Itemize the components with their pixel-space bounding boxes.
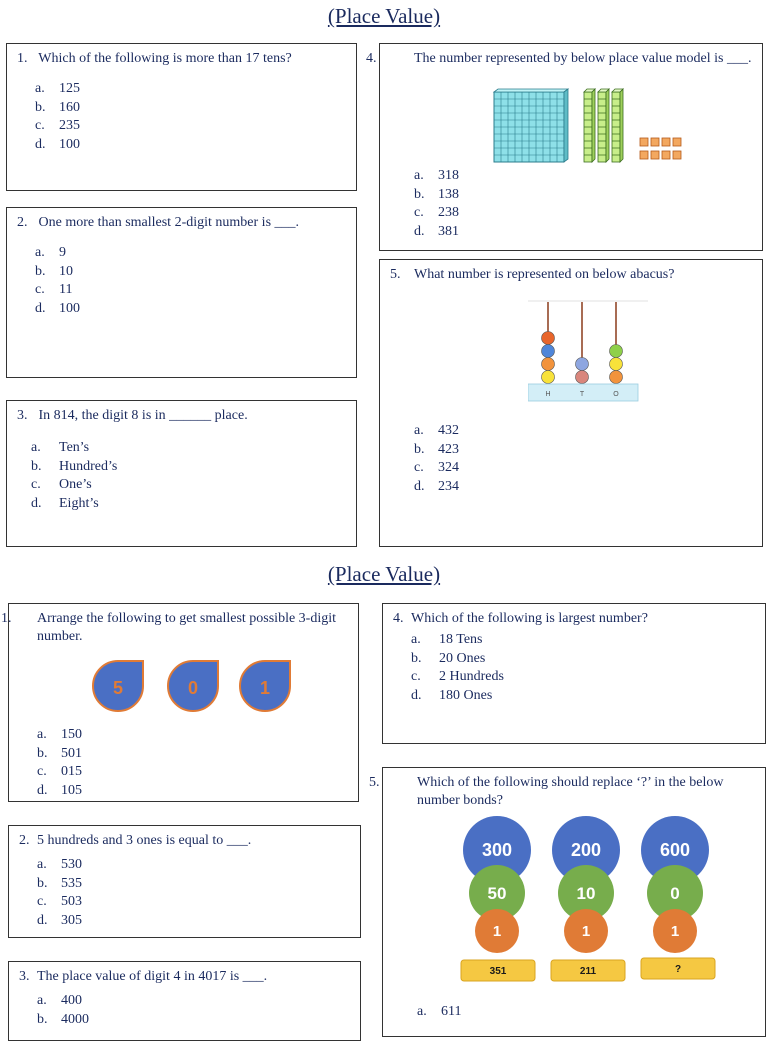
svg-text:0: 0: [670, 884, 680, 903]
question-box-1: [1, 603, 359, 802]
bead: [542, 371, 555, 384]
bead: [576, 358, 589, 371]
question-box-4: [382, 603, 766, 744]
question-number: 4.: [366, 51, 377, 66]
question-box-5: [369, 767, 766, 1037]
option-b[interactable]: b. 4000: [37, 1011, 89, 1027]
svg-text:0: 0: [187, 678, 199, 698]
question-number: 3.: [17, 408, 28, 423]
option-c[interactable]: c. 11: [35, 282, 73, 297]
digit-cards: [91, 659, 321, 719]
bead: [610, 358, 623, 371]
question-text: Which of the following is largest number?: [411, 611, 648, 626]
svg-text:50: 50: [487, 884, 507, 903]
options-list: [37, 992, 350, 1029]
svg-text:1: 1: [670, 923, 680, 940]
svg-text:200: 200: [570, 840, 602, 860]
options-list: [31, 439, 346, 513]
question-text: One more than smallest 2-digit number is ___.: [38, 215, 300, 230]
options-list: [37, 726, 82, 800]
option-a[interactable]: a. 9: [35, 245, 66, 260]
bead: [542, 358, 555, 371]
option-a[interactable]: a. 18 Tens: [411, 632, 483, 647]
hundreds-block: [494, 89, 568, 162]
question-number: 2.: [19, 833, 30, 848]
svg-text:?: ?: [674, 964, 682, 975]
option-c[interactable]: c. 235: [35, 118, 80, 133]
abacus-label-t: T: [579, 391, 585, 398]
option-a[interactable]: a. 125: [35, 81, 80, 96]
options-list: [414, 167, 459, 241]
option-d[interactable]: d. 100: [35, 300, 80, 316]
svg-text:351: 351: [489, 966, 507, 977]
question-box-4: [366, 43, 763, 251]
option-c[interactable]: c. 2 Hundreds: [411, 669, 504, 684]
tens-rods: [584, 89, 623, 162]
options-list: [37, 856, 350, 930]
ones-cubes: [640, 138, 681, 159]
question-number: 5.: [369, 775, 380, 790]
options-list: [414, 422, 459, 496]
number-bonds: [459, 814, 739, 984]
abacus: [528, 300, 648, 406]
option-a[interactable]: a. 611: [417, 1004, 462, 1019]
option-d[interactable]: d. 105: [37, 782, 82, 798]
number-bond-3: [641, 816, 715, 979]
place-value-model: [490, 88, 730, 168]
option-b[interactable]: b. 423: [414, 441, 459, 457]
option-c[interactable]: c. 238: [414, 205, 459, 220]
svg-text:1: 1: [259, 678, 271, 698]
question-text: In 814, the digit 8 is in ______ place.: [38, 408, 248, 423]
question-text: The number represented by below place value model is ___.: [414, 51, 752, 66]
digit-card[interactable]: [93, 661, 143, 711]
option-c[interactable]: c. 015: [37, 764, 82, 779]
question-text: Which of the following should replace ‘?’ in the below number bonds?: [417, 775, 724, 808]
sheet1-title: (Place Value): [327, 4, 441, 28]
question-box-2: [8, 825, 361, 938]
abacus-label-o: O: [613, 391, 619, 398]
option-b[interactable]: b. 535: [37, 875, 82, 891]
abacus-label-h: H: [545, 391, 551, 398]
option-b[interactable]: b. 20 Ones: [411, 650, 486, 666]
option-a[interactable]: a. 530: [37, 857, 82, 872]
question-number: 4.: [393, 611, 404, 626]
question-box-5: [379, 259, 763, 547]
option-a[interactable]: a. 432: [414, 423, 459, 438]
question-box-1: [6, 43, 357, 191]
options-list: [411, 631, 755, 705]
svg-text:211: 211: [579, 966, 597, 977]
option-a[interactable]: a. Ten’s: [31, 440, 90, 455]
bead: [542, 345, 555, 358]
option-b[interactable]: b. 501: [37, 745, 82, 761]
question-number: 1.: [1, 611, 12, 626]
option-c[interactable]: c. 324: [414, 460, 459, 475]
digit-card[interactable]: [168, 661, 218, 711]
option-b[interactable]: b. 160: [35, 99, 80, 115]
svg-text:10: 10: [576, 884, 596, 903]
number-bond-1: [461, 816, 535, 981]
question-number: 3.: [19, 969, 30, 984]
question-number: 5.: [390, 267, 401, 282]
option-b[interactable]: b. 138: [414, 186, 459, 202]
svg-text:600: 600: [659, 840, 691, 860]
option-c[interactable]: c. One’s: [31, 477, 92, 492]
option-d[interactable]: d. 305: [37, 912, 82, 928]
svg-text:300: 300: [481, 840, 513, 860]
bead: [576, 371, 589, 384]
sheet2-title: (Place Value): [327, 562, 441, 586]
option-a[interactable]: a. 400: [37, 993, 82, 1008]
number-bond-2: [551, 816, 625, 981]
options-list: [35, 244, 346, 318]
option-d[interactable]: d. 381: [414, 223, 459, 239]
option-b[interactable]: b. 10: [35, 263, 73, 279]
question-text: 5 hundreds and 3 ones is equal to ___.: [37, 833, 252, 848]
option-d[interactable]: d. 100: [35, 136, 80, 152]
question-number: 1.: [17, 51, 28, 66]
options-list: [35, 80, 346, 154]
bead: [610, 371, 623, 384]
option-c[interactable]: c. 503: [37, 894, 82, 909]
option-d[interactable]: d. Eight’s: [31, 495, 99, 511]
option-d[interactable]: d. 234: [414, 478, 459, 494]
digit-card[interactable]: [240, 661, 290, 711]
question-box-3: [8, 961, 361, 1041]
question-box-3: [6, 400, 357, 547]
bead: [542, 332, 555, 345]
svg-text:5: 5: [112, 678, 124, 698]
option-a[interactable]: a. 150: [37, 727, 82, 742]
question-number: 2.: [17, 215, 28, 230]
question-box-2: [6, 207, 357, 378]
question-text: The place value of digit 4 in 4017 is ___.: [37, 969, 268, 984]
options-list: [417, 1003, 461, 1022]
svg-text:1: 1: [492, 923, 502, 940]
question-text: Which of the following is more than 17 tens?: [38, 51, 292, 66]
option-d[interactable]: d. 180 Ones: [411, 687, 493, 703]
option-a[interactable]: a. 318: [414, 168, 459, 183]
option-b[interactable]: b. Hundred’s: [31, 458, 118, 474]
bead: [610, 345, 623, 358]
question-text: Arrange the following to get smallest possible 3-digit number.: [37, 611, 337, 644]
svg-text:1: 1: [581, 923, 591, 940]
question-text: What number is represented on below abacus?: [414, 267, 675, 282]
